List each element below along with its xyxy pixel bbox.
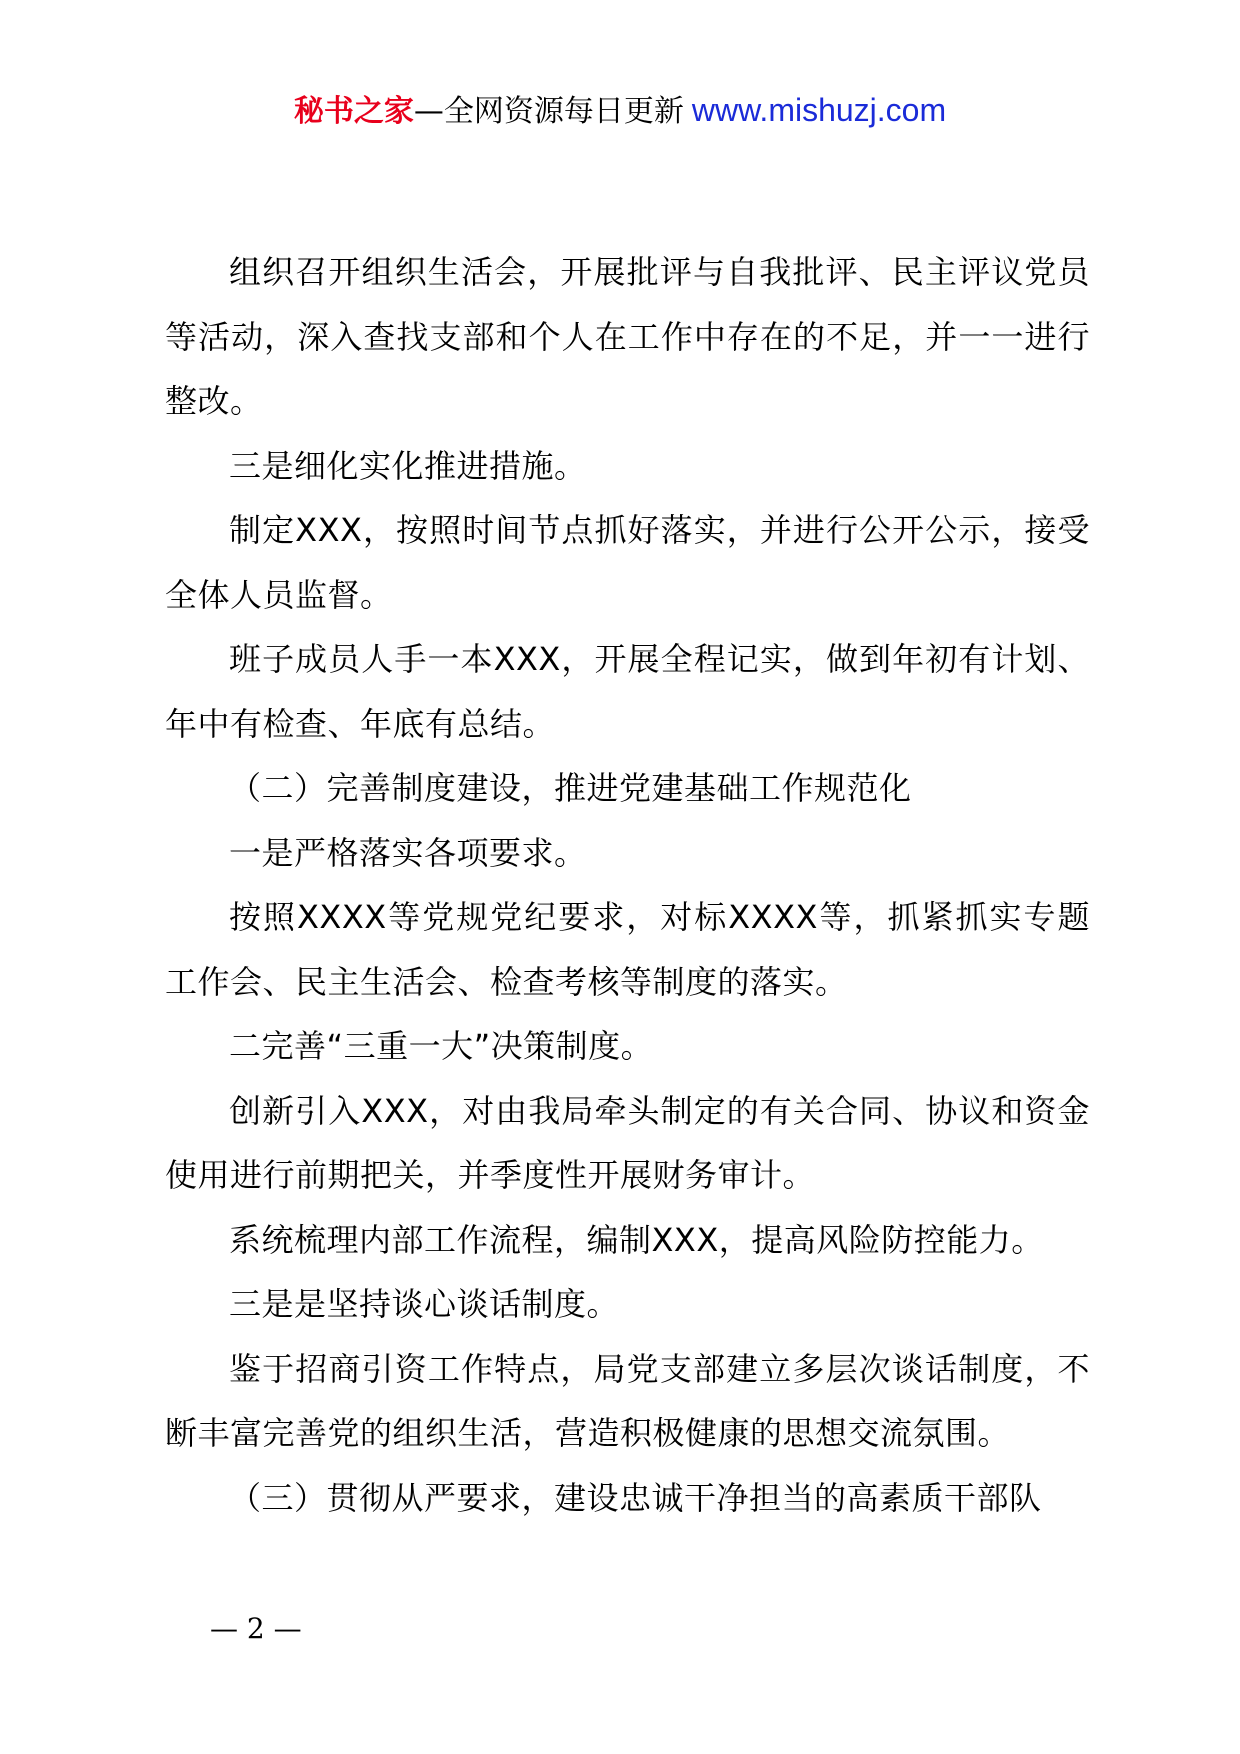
site-header — [0, 90, 1240, 132]
site-url-link[interactable]: www.mishuzj.com — [691, 92, 947, 128]
section-heading: （三）贯彻从严要求，建设忠诚干净担当的高素质干部队 — [229, 1478, 1042, 1517]
document-body — [165, 240, 1090, 1530]
page-number: — 2 — — [210, 1612, 302, 1645]
body-paragraph: 创新引入XXX，对由我局牵头制定的有关合同、协议和资金使用进行前期把关，并季度性开展财务审计。 — [165, 1091, 1090, 1194]
body-paragraph: 制定XXX，按照时间节点抓好落实，并进行公开公示，接受全体人员监督。 — [165, 511, 1090, 614]
section-point-heading: 一是严格落实各项要求。 — [229, 833, 587, 872]
body-paragraph: 组织召开组织生活会，开展批评与自我批评、民主评议党员等活动，深入查找支部和个人在工作中存在的不足，并一一进行整改。 — [165, 253, 1090, 420]
section-point-heading: 三是细化实化推进措施。 — [229, 446, 587, 485]
section-point-heading: 三是是坚持谈心谈话制度。 — [229, 1285, 620, 1323]
section-heading: （二）完善制度建设，推进党建基础工作规范化 — [229, 769, 912, 807]
header-tagline: —全网资源每日更新 — [413, 94, 684, 129]
body-paragraph: 鉴于招商引资工作特点，局党支部建立多层次谈话制度，不断丰富完善党的组织生活，营造积极健康的思想交流氛围。 — [165, 1349, 1090, 1452]
body-paragraph: 按照XXXX等党规党纪要求，对标XXXX等，抓紧抓实专题工作会、民主生活会、检查考核等制度的落实。 — [165, 898, 1090, 1001]
brand-name: 秘书之家 — [293, 94, 414, 129]
body-paragraph: 系统梳理内部工作流程，编制XXX，提高风险防控能力。 — [229, 1220, 1044, 1259]
body-paragraph: 班子成员人手一本XXX，开展全程记实，做到年初有计划、年中有检查、年底有总结。 — [165, 640, 1090, 743]
section-point-heading: 二完善“三重一大”决策制度。 — [229, 1027, 654, 1065]
